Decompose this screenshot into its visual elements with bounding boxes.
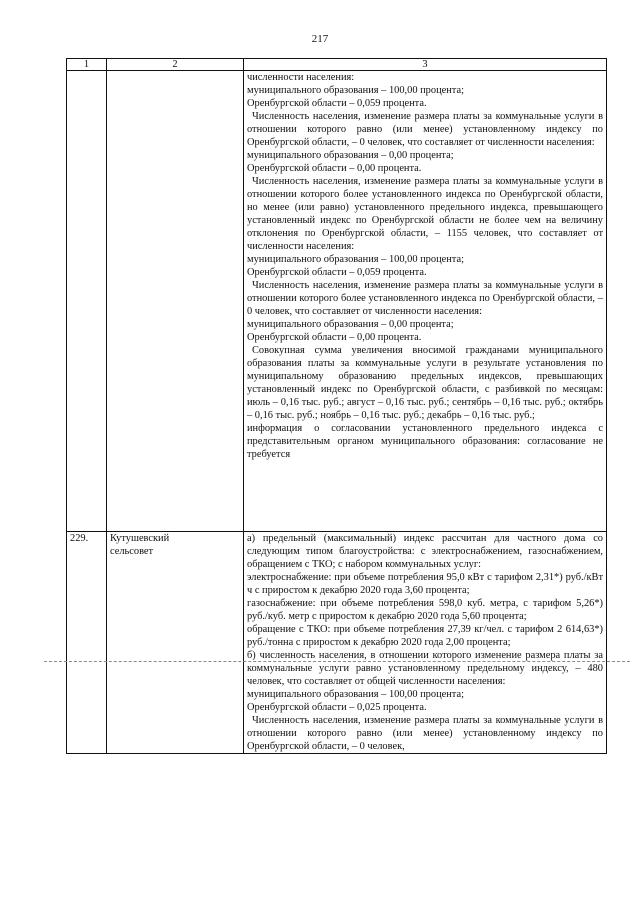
municipality-name-line2: сельсовет [110,546,154,557]
municipality-name-cell [107,532,244,754]
text-line: муниципального образования – 100,00 процента; [247,85,464,96]
tariff-table [66,58,607,754]
text-line: Численность населения, изменение размера платы за коммунальные услуги в отношении которого более установленного индекса по Оренбургской области, – 0 человек, что составляет от численности населения: [247,280,603,317]
column-header-3: 3 [244,59,607,71]
text-line: муниципального образования – 0,00 процента; [247,319,454,330]
text-line: Численность населения, изменение размера платы за коммунальные услуги в отношении которого равно (или менее) установленному индексу по Оренбургской области, – 0 человек, [247,715,603,752]
text-line: Оренбургской области – 0,059 процента. [247,98,427,109]
text-line: Оренбургской области – 0,00 процента. [247,163,422,174]
municipality-name-line1: Кутушевский [110,533,170,544]
text-line: муниципального образования – 100,00 процента; [247,689,464,700]
table-row-continued [67,71,607,532]
row-number-cell: 229. [67,532,107,754]
text-line: Оренбургской области – 0,059 процента. [247,267,427,278]
text-line: Оренбургской области – 0,00 процента. [247,332,422,343]
text-line: численности населения: [247,72,355,83]
table-header-row [67,59,607,71]
text-line: Численность населения, изменение размера платы за коммунальные услуги в отношении которого равно (или менее) установленному индексу по Оренбургской области, – 0 человек, что составляет от численности населения: [247,111,603,148]
text-line: Совокупная сумма увеличения вносимой гражданами муниципального образования платы за коммунальные услуги в результате установления по муниципальному образованию предельных индексов, превышающих установленный индекс по Оренбургской области, с разбивкой по месяцам: июль – 0,16 тыс. руб.; август – 0,16 тыс. руб.; сентябрь – 0,16 тыс. руб.; октябрь – 0,16 тыс. руб.; ноябрь – 0,16 тыс. руб.; декабрь – 0,16 тыс. руб.; [247,345,603,421]
table-row-229 [67,532,607,754]
text-line: газоснабжение: при объеме потребления 598,0 куб. метра, с тарифом 5,26*) руб./куб. метр с приростом к декабрю 2020 года 5,60 процента; [247,598,603,622]
scan-fold-line [44,661,630,662]
text-line: а) предельный (максимальный) индекс рассчитан для частного дома со следующим типом благоустройства: с электроснабжением, газоснабжением, обращением с ТКО; с набором коммунальных услуг: [247,533,603,570]
text-line: электроснабжение: при объеме потребления 95,0 кВт с тарифом 2,31*) руб./кВт ч с приростом к декабрю 2020 года 3,60 процента; [247,572,603,596]
text-line: муниципального образования – 0,00 процента; [247,150,454,161]
continued-content-cell [244,71,607,532]
row-229-content-cell [244,532,607,754]
text-line: Численность населения, изменение размера платы за коммунальные услуги в отношении которого более установленного индекса по Оренбургской области, но менее (или равно) установленного предельного индекса, превышающего установленный индекс по Оренбургской области не более чем на величину отклонения по Оренбургской области, – 1155 человек, что составляет от численности населения: [247,176,603,252]
text-line: информация о согласовании установленного предельного индекса с представительным органом муниципального образования: согласование не требуется [247,423,603,460]
column-header-1: 1 [67,59,107,71]
text-line: Оренбургской области – 0,025 процента. [247,702,427,713]
column-header-2: 2 [107,59,244,71]
text-line: муниципального образования – 100,00 процента; [247,254,464,265]
page-number: 217 [311,33,329,45]
text-line: б) численность населения, в отношении которого изменение размера платы за коммунальные услуги равно установленному предельному индексу, – 480 человек, что составляет от общей численности населения: [247,650,603,687]
continued-number-cell [67,71,107,532]
text-line: обращение с ТКО: при объеме потребления 27,39 кг/чел. с тарифом 2 614,63*) руб./тонна с приростом к декабрю 2020 года 2,00 процента; [247,624,603,648]
continued-name-cell [107,71,244,532]
